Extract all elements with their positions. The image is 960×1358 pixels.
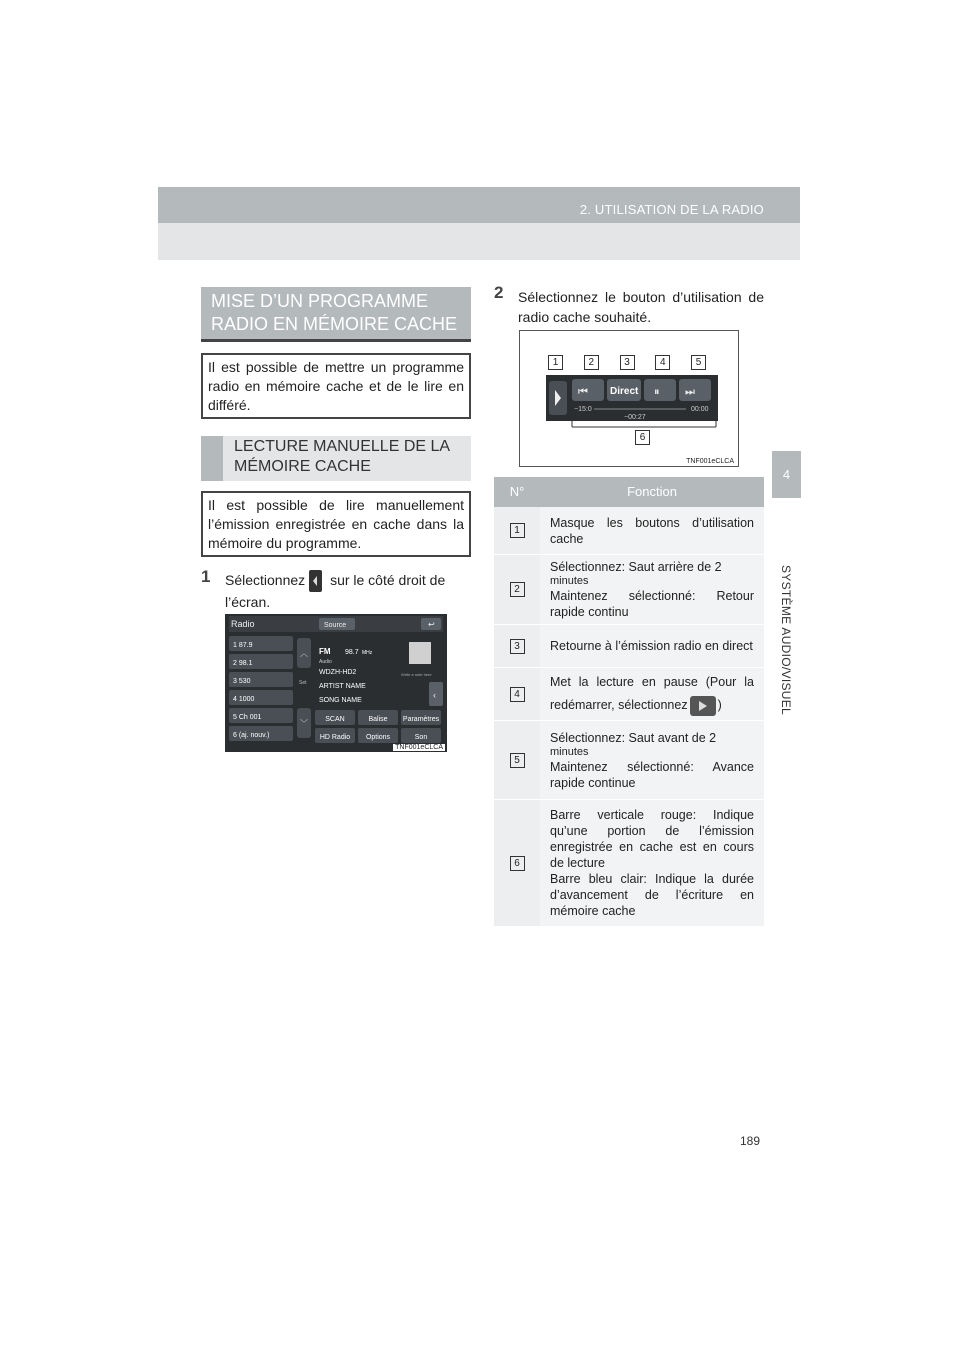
preset-label: 1 87.9	[233, 642, 253, 649]
callout-2: 2	[584, 355, 599, 370]
cache-open-icon	[309, 570, 322, 592]
radio-function-label: Balise	[368, 716, 388, 723]
up-arrow-icon: ︿	[300, 649, 308, 658]
cache-open-button-icon: ‹	[433, 690, 436, 700]
set-label: Set	[299, 680, 307, 686]
table-header	[494, 477, 764, 507]
radio-function-label: Paramètres	[402, 716, 440, 723]
down-arrow-icon: ﹀	[300, 719, 308, 728]
svg-text:ARTIST NAME: ARTIST NAME	[319, 683, 366, 690]
section-heading-cache: MISE D’UN PROGRAMME RADIO EN MÉMOIRE CACHE	[201, 287, 471, 339]
callout-6: 6	[635, 430, 650, 445]
svg-text:98.7: 98.7	[345, 649, 359, 656]
svg-text:WDZH-HD2: WDZH-HD2	[319, 669, 357, 676]
step-1-text: Sélectionnez sur le côté droit de l’écran.	[225, 572, 446, 611]
svg-text:00:00: 00:00	[691, 406, 709, 413]
svg-text:Write a note here: Write a note here	[401, 672, 432, 677]
svg-text:Audio: Audio	[319, 659, 332, 665]
radio-function-label: Options	[365, 734, 391, 741]
chapter-tab: 4	[772, 451, 801, 498]
cache-controls-figure	[519, 330, 739, 467]
table-row: 4 Met la lecture en pause (Pour la redémarrer, sélectionnez )	[494, 668, 764, 721]
radio-title: Radio	[231, 619, 255, 629]
callout-5: 5	[691, 355, 706, 370]
step-number: 1	[201, 567, 211, 586]
step-2-text: Sélectionnez le bouton d’utilisation de radio cache souhaité.	[518, 289, 764, 325]
skip-forward-icon: ⏭	[685, 386, 695, 398]
callout-4: 4	[655, 355, 670, 370]
section-intro-manual: Il est possible de lire manuellement l’émission enregistrée en cache dans la mémoire du programme.	[201, 491, 471, 557]
callout-3: 3	[620, 355, 635, 370]
preset-label: 4 1000	[233, 696, 255, 703]
header-band	[158, 223, 800, 260]
section-rule	[201, 339, 471, 342]
table-row: 3 Retourne à l’émission radio en direct	[494, 625, 764, 668]
callout-row	[548, 355, 706, 370]
section-intro-cache: Il est possible de mettre un programme radio en mémoire cache et de le lire en différé.	[201, 353, 471, 419]
header-title: 2. UTILISATION DE LA RADIO	[579, 202, 764, 217]
step-number: 2	[494, 283, 504, 302]
table-row: 6 Barre verticale rouge: Indique qu’une portion de l’émission enregistrée en cache est en cours de lecture Barre bleu clair: Indique la durée d’avancement de l’écriture en mémoire cache	[494, 800, 764, 927]
function-table	[494, 477, 764, 927]
column-header-function: Fonction	[627, 484, 677, 499]
radio-function-label: SCAN	[325, 716, 345, 723]
svg-text:−15:0: −15:0	[574, 406, 592, 413]
svg-text:−00:27: −00:27	[624, 414, 646, 421]
pause-icon: ⏸	[654, 386, 660, 398]
preset-label: 6 (aj. nouv.)	[233, 732, 270, 739]
chapter-label: SYSTÈME AUDIO/VISUEL	[779, 564, 793, 716]
table-row: 2 Sélectionnez: Saut arrière de 2 minutes Maintenez sélectionné: Retour rapide continu	[494, 555, 764, 625]
svg-text:MHz: MHz	[362, 650, 373, 656]
cache-controls-graphic	[546, 375, 718, 431]
page-number: 189	[740, 1134, 761, 1148]
svg-text:FM: FM	[319, 647, 331, 656]
page-header	[158, 187, 800, 223]
skip-back-icon: ⏮	[578, 386, 588, 398]
section-heading-manual: LECTURE MANUELLE DE LA MÉMOIRE CACHE	[201, 436, 471, 481]
radio-function-label: Son	[414, 734, 428, 741]
preset-label: 2 98.1	[233, 660, 253, 667]
radio-screen	[225, 614, 447, 752]
radio-screen-graphic	[225, 614, 447, 752]
radio-function-label: HD Radio	[319, 734, 351, 741]
preset-label: 5 Ch 001	[233, 714, 262, 721]
column-header-number: N°	[509, 484, 525, 499]
back-icon: ↩	[428, 620, 435, 629]
source-button: Source	[324, 622, 347, 629]
figure-caption: TNF001eCLCA	[686, 458, 734, 465]
play-icon	[690, 696, 716, 716]
figure-caption: TNF001eCLCA	[395, 744, 443, 751]
direct-button: Direct	[610, 386, 639, 397]
table-row: 1 Masque les boutons d’utilisation cache	[494, 507, 764, 555]
preset-label: 3 530	[233, 678, 251, 685]
callout-1: 1	[548, 355, 563, 370]
table-row: 5 Sélectionnez: Saut avant de 2 minutes Maintenez sélectionné: Avance rapide continue	[494, 721, 764, 800]
svg-text:SONG NAME: SONG NAME	[319, 697, 362, 704]
